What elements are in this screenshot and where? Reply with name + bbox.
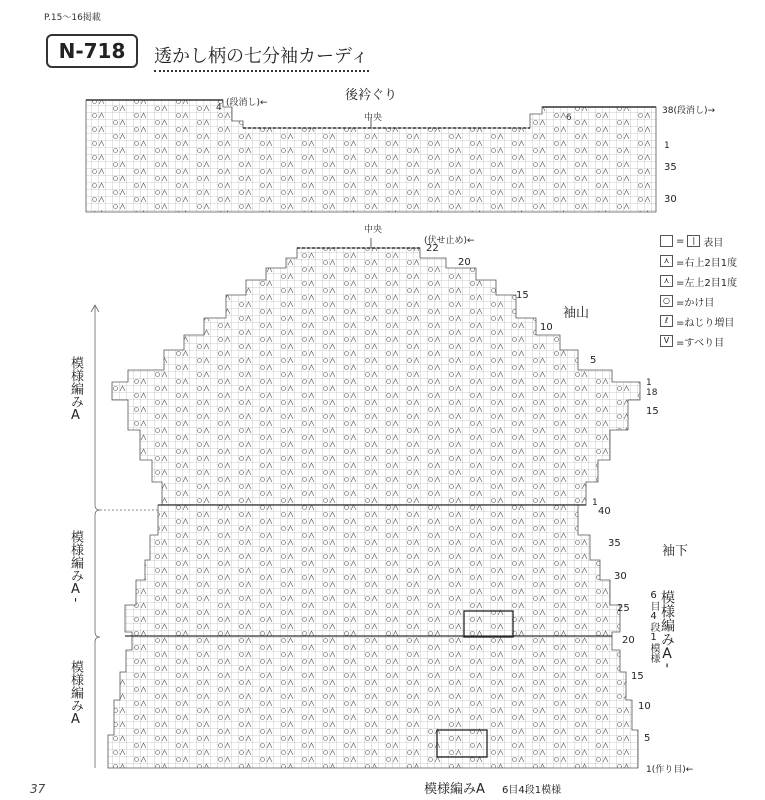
empty-box-icon (660, 235, 673, 247)
row-num-30: 30 (614, 571, 627, 582)
underarm-label: 袖下 (662, 544, 689, 559)
legend-text: =右上2目1度 (676, 257, 738, 269)
bind-off-note: (伏せ止め)← (424, 236, 475, 246)
legend-row-slip (660, 334, 737, 348)
side-label-pattern-a-top: 模様編みA (68, 356, 83, 423)
sleeve-cap-label: 袖山 (563, 306, 590, 321)
row-num-15: 15 (631, 671, 644, 682)
bottom-label-repeat: 6目4段1模様 (502, 785, 562, 796)
neck-row-num-30: 30 (664, 194, 677, 205)
neck-chart-title: 後衿ぐり (345, 88, 398, 103)
pattern-code: N-718 (58, 39, 126, 63)
row-num-1-lower: 1 (592, 498, 598, 508)
neck-right-note: 38(段消し)→ (662, 106, 716, 116)
row-num-1-cap: 1 (646, 378, 652, 388)
row-num-40: 40 (598, 506, 611, 517)
legend-row-right-dec (660, 254, 737, 268)
yarn-over-icon: ○ (660, 295, 673, 307)
legend-text: =すべり目 (676, 337, 725, 349)
legend-row-left-dec (660, 274, 737, 288)
row-num-20: 20 (458, 257, 471, 268)
legend-text: =左上2目1度 (676, 277, 738, 289)
right-label-repeat: 6目4段1模様 (648, 590, 659, 663)
neck-left-note: (段消し)← (226, 98, 268, 108)
legend-text: =ねじり増目 (676, 317, 735, 329)
pattern-title: 透かし柄の七分袖カーディ (154, 42, 369, 72)
legend (660, 234, 737, 348)
left-dec-icon: ⋏ (660, 275, 673, 287)
legend-row-yarn-over (660, 294, 737, 308)
sleeve-chart (108, 238, 640, 768)
side-label-pattern-a-bottom: 模様編みA (68, 660, 83, 727)
row-num-15-upper: 15 (646, 406, 659, 417)
row-num-22: 22 (426, 243, 439, 254)
row-num-5: 5 (644, 733, 651, 744)
knit-bar-icon: | (687, 235, 700, 247)
row-num-35: 35 (608, 538, 621, 549)
sleeve-center-label: 中央 (364, 225, 383, 235)
legend-row-twisted-inc (660, 314, 737, 328)
bottom-label-pattern-a: 模様編みA (424, 782, 485, 797)
slip-stitch-icon: V (660, 335, 673, 347)
row-num-20: 20 (622, 635, 635, 646)
cast-on-note: 1(作り目)← (646, 765, 694, 775)
neck-row-num-35: 35 (664, 162, 677, 173)
legend-text: =かけ目 (676, 297, 715, 309)
row-num-10: 10 (638, 701, 651, 712)
neck-chart (86, 100, 656, 212)
row-num-18: 18 (646, 388, 658, 398)
row-num-15-cap: 15 (516, 290, 529, 301)
legend-row-knit (660, 234, 737, 248)
right-label-pattern-a-prime: 模様編みA' (659, 590, 675, 678)
row-num-25: 25 (617, 603, 630, 614)
page-reference: P.15〜16掲載 (44, 13, 101, 23)
side-label-pattern-a-mid: 模様編みA' (68, 530, 83, 612)
row-num-5-cap: 5 (590, 355, 597, 366)
row-num-10-cap: 10 (540, 322, 553, 333)
page-number: 37 (30, 782, 46, 796)
twisted-inc-icon: ℓ (660, 315, 673, 327)
legend-text: 表目 (703, 237, 724, 249)
right-dec-icon: ⋏ (660, 255, 673, 267)
neck-center-label: 中央 (364, 113, 383, 123)
legend-symbol: = (676, 235, 685, 247)
neck-row-num-1: 1 (664, 141, 670, 151)
